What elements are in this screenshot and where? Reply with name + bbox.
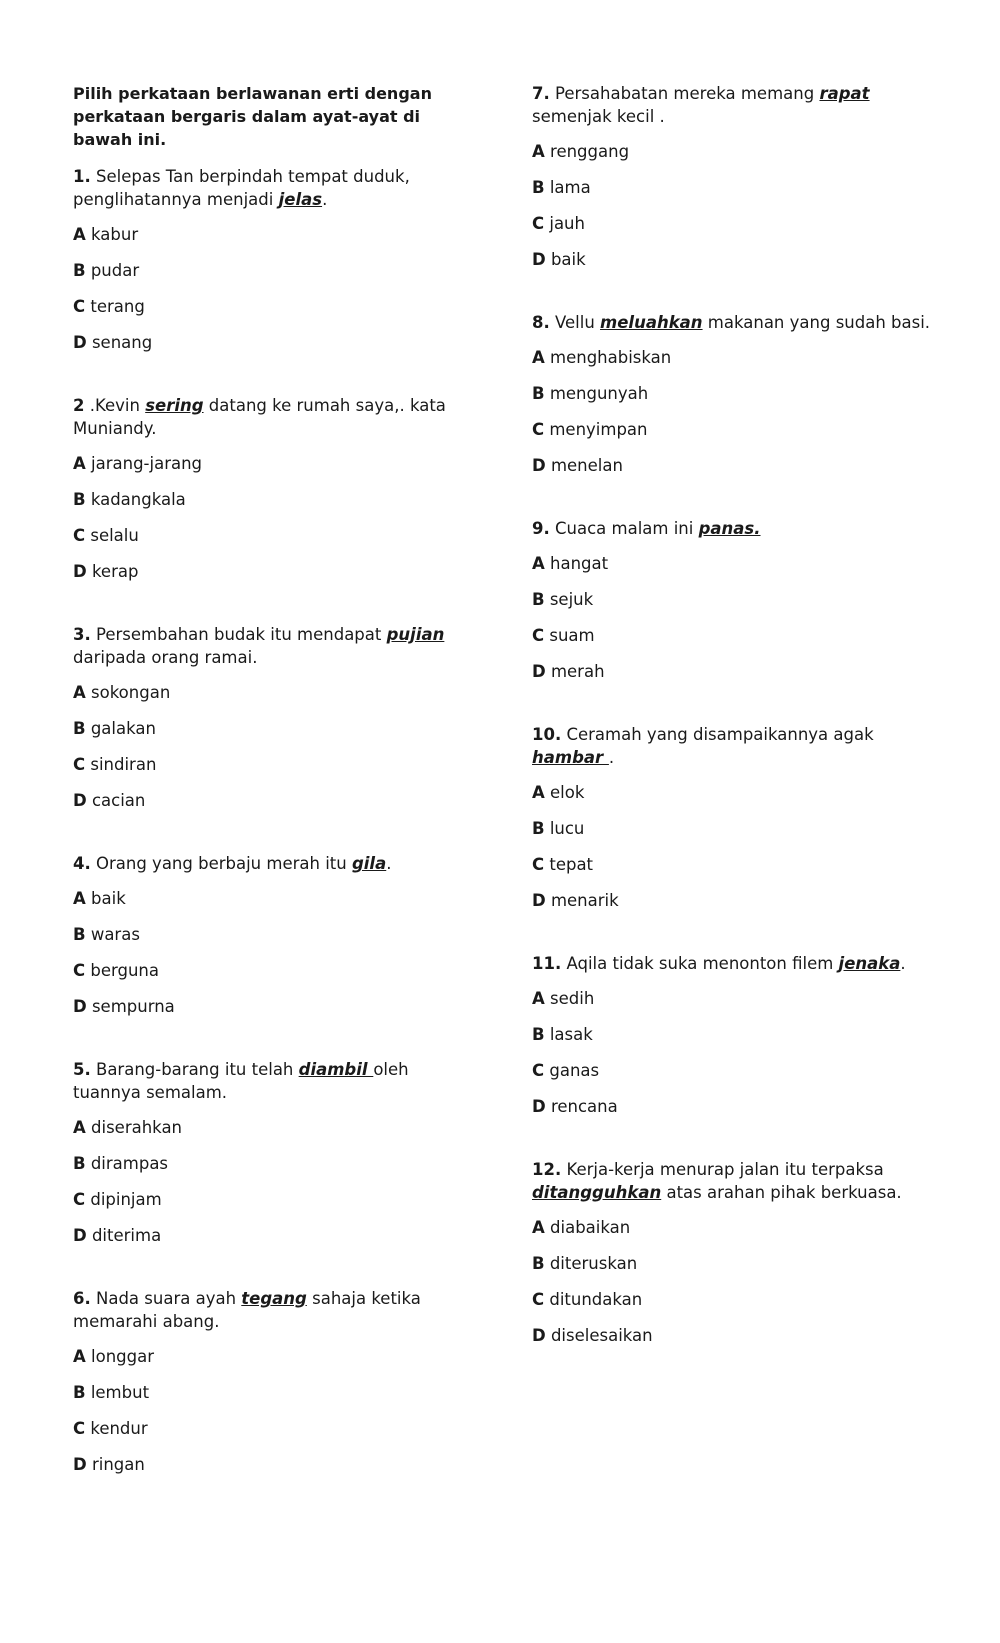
question-text: 5. Barang-barang itu telah diambil oleh tuannya semalam. [73,1060,409,1102]
option-d[interactable]: D ringan [73,1455,145,1474]
question-number: 8. [532,313,550,332]
question-text: 11. Aqila tidak suka menonton filem jenaka. [532,954,906,973]
option-c[interactable]: C dipinjam [73,1190,162,1209]
option-b[interactable]: B pudar [73,261,140,280]
option-d[interactable]: D merah [532,662,605,681]
option-a[interactable]: A sedih [532,989,595,1008]
option-a[interactable]: A menghabiskan [532,348,672,367]
underlined-keyword: panas. [698,519,761,538]
option-d[interactable]: D sempurna [73,997,175,1016]
option-b[interactable]: B lama [532,178,591,197]
underlined-keyword: gila [351,854,387,873]
option-b[interactable]: B lembut [73,1383,150,1402]
underlined-keyword: diambil [298,1060,374,1079]
question-7 [532,82,932,271]
question-12 [532,1158,932,1347]
question-number: 4. [73,854,91,873]
option-d[interactable]: D rencana [532,1097,618,1116]
option-d[interactable]: D menelan [532,456,623,475]
question-number: 12. [532,1160,562,1179]
question-number: 7. [532,84,550,103]
option-c[interactable]: C selalu [73,526,139,545]
option-d[interactable]: D diterima [73,1226,162,1245]
question-text: 3. Persembahan budak itu mendapat pujian daripada orang ramai. [73,625,445,667]
question-text: 2 .Kevin sering datang ke rumah saya,. kata Muniandy. [73,396,446,438]
option-b[interactable]: B lasak [532,1025,593,1044]
option-d[interactable]: D cacian [73,791,146,810]
option-a[interactable]: A renggang [532,142,630,161]
option-d[interactable]: D diselesaikan [532,1326,653,1345]
question-2 [73,394,473,583]
option-b[interactable]: B kadangkala [73,490,186,509]
option-a[interactable]: A hangat [532,554,609,573]
option-c[interactable]: C kendur [73,1419,148,1438]
option-a[interactable]: A diabaikan [532,1218,631,1237]
underlined-keyword: tegang [241,1289,307,1308]
option-c[interactable]: C terang [73,297,145,316]
option-b[interactable]: B diteruskan [532,1254,638,1273]
question-number: 11. [532,954,562,973]
question-text: 9. Cuaca malam ini panas. [532,519,761,538]
underlined-keyword: jenaka [838,954,901,973]
question-number: 10. [532,725,562,744]
option-a[interactable]: A diserahkan [73,1118,183,1137]
option-c[interactable]: C berguna [73,961,159,980]
option-c[interactable]: C ditundakan [532,1290,643,1309]
question-9 [532,517,932,683]
question-6 [73,1287,473,1476]
option-d[interactable]: D baik [532,250,586,269]
underlined-keyword: pujian [386,625,445,644]
question-1 [73,165,473,354]
option-a[interactable]: A baik [73,889,126,908]
option-b[interactable]: B lucu [532,819,585,838]
question-number: 9. [532,519,550,538]
question-8 [532,311,932,477]
right-column [532,82,932,1387]
question-text: 4. Orang yang berbaju merah itu gila. [73,854,392,873]
option-a[interactable]: A longgar [73,1347,155,1366]
option-c[interactable]: C suam [532,626,595,645]
option-b[interactable]: B waras [73,925,140,944]
option-d[interactable]: D kerap [73,562,139,581]
option-a[interactable]: A sokongan [73,683,171,702]
option-b[interactable]: B dirampas [73,1154,169,1173]
option-b[interactable]: B sejuk [532,590,594,609]
question-number: 1. [73,167,91,186]
question-text: 7. Persahabatan mereka memang rapat semenjak kecil . [532,84,870,126]
question-3 [73,623,473,812]
question-text: 10. Ceramah yang disampaikannya agak hambar . [532,725,874,767]
option-a[interactable]: A kabur [73,225,139,244]
question-10 [532,723,932,912]
question-number: 6. [73,1289,91,1308]
underlined-keyword: rapat [819,84,870,103]
option-c[interactable]: C sindiran [73,755,157,774]
underlined-keyword: meluahkan [600,313,703,332]
underlined-keyword: hambar [532,748,609,767]
option-a[interactable]: A elok [532,783,585,802]
underlined-keyword: ditangguhkan [532,1183,662,1202]
question-number: 2 [73,396,85,415]
left-column [73,82,473,1516]
question-11 [532,952,932,1118]
option-c[interactable]: C menyimpan [532,420,648,439]
option-c[interactable]: C tepat [532,855,594,874]
option-d[interactable]: D menarik [532,891,619,910]
option-c[interactable]: C jauh [532,214,585,233]
question-text: 1. Selepas Tan berpindah tempat duduk, penglihatannya menjadi jelas. [73,167,410,209]
option-d[interactable]: D senang [73,333,153,352]
option-a[interactable]: A jarang-jarang [73,454,203,473]
option-c[interactable]: C ganas [532,1061,600,1080]
instruction-text: Pilih perkataan berlawanan erti dengan perkataan bergaris dalam ayat-ayat di bawah ini. [73,84,432,149]
option-b[interactable]: B galakan [73,719,156,738]
question-text: 6. Nada suara ayah tegang sahaja ketika memarahi abang. [73,1289,421,1331]
question-number: 3. [73,625,91,644]
option-b[interactable]: B mengunyah [532,384,649,403]
question-text: 8. Vellu meluahkan makanan yang sudah basi. [532,313,931,332]
question-text: 12. Kerja-kerja menurap jalan itu terpaksa ditangguhkan atas arahan pihak berkuasa. [532,1160,902,1202]
question-5 [73,1058,473,1247]
underlined-keyword: sering [145,396,204,415]
underlined-keyword: jelas [278,190,323,209]
question-number: 5. [73,1060,91,1079]
question-4 [73,852,473,1018]
